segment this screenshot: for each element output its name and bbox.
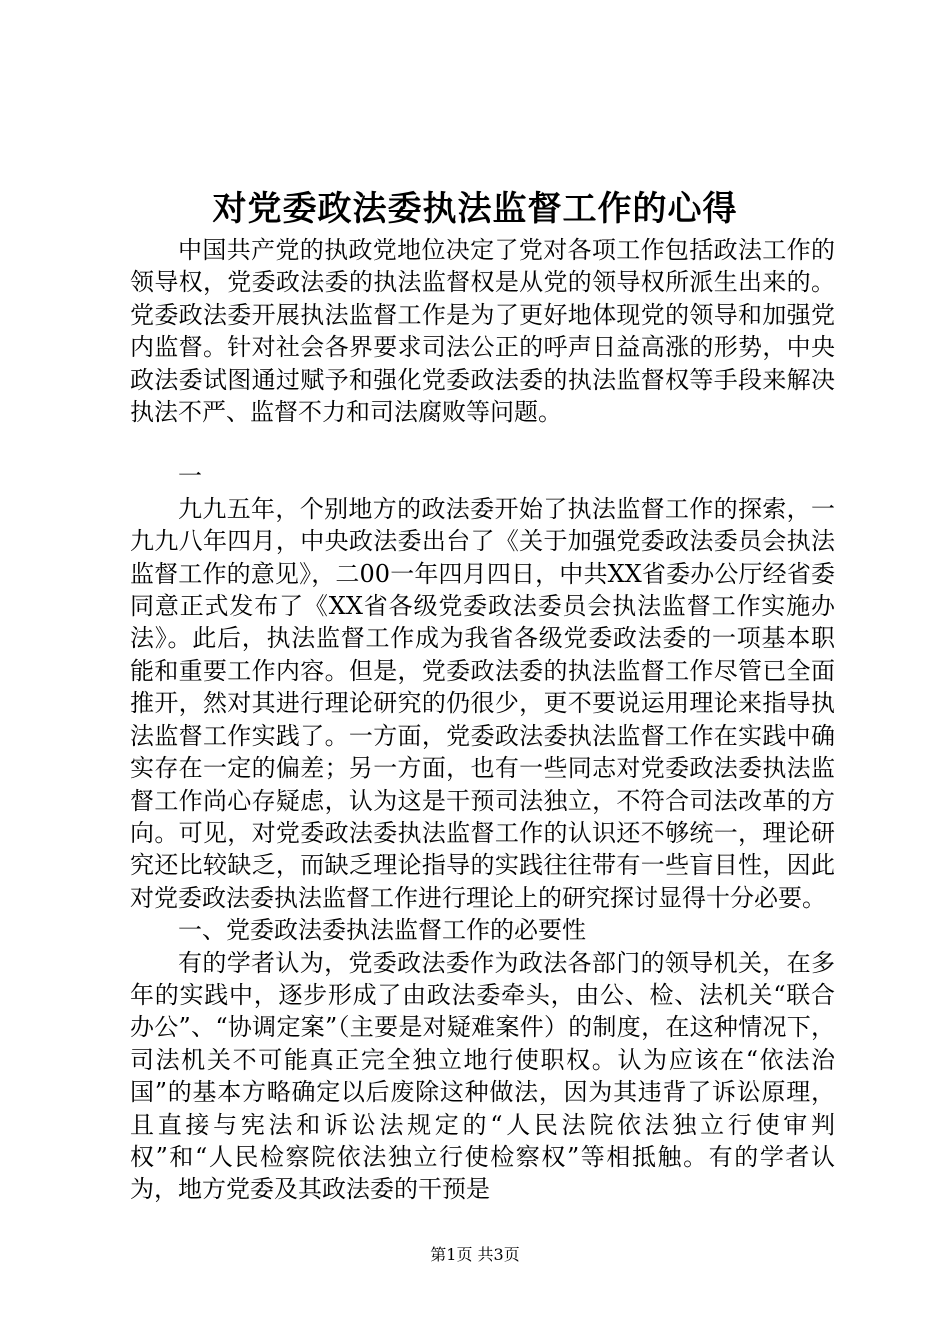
paragraph-heading-one: 一 [178, 462, 202, 491]
section-heading-necessity: 一、党委政法委执法监督工作的必要性 [178, 916, 586, 945]
page-number-footer: 第1页 共3页 [430, 1245, 520, 1264]
document-title: 对党委政法委执法监督工作的心得 [212, 189, 738, 229]
document-body [130, 234, 835, 1206]
paragraph-history: 九九五年，个别地方的政法委开始了执法监督工作的探索，一九九八年四月，中央政法委出台了《关于加强党委政法委员会执法监督工作的意见》，二00一年四月四日，中共XX省委办公厅经省委同意正式发布了《XX省各级党委政法委员会执法监督工作实施办法》。此后，执法监督工作成为我省各级党委政法委的一项基本职能和重要工作内容。但是，党委政法委的执法监督工作尽管已全面推开，然对其进行理论研究的仍很少，更不要说运用理论来指导执法监督工作实践了。一方面，党委政法委执法监督工作在实践中确实存在一定的偏差；另一方面，也有一些同志对党委政法委执法监督工作尚心存疑虑，认为这是干预司法独立，不符合司法改革的方向。可见，对党委政法委执法监督工作的认识还不够统一，理论研究还比较缺乏，而缺乏理论指导的实践往往带有一些盲目性，因此对党委政法委执法监督工作进行理论上的研究探讨显得十分必要。 [130, 494, 835, 912]
paragraph-scholars: 有的学者认为，党委政法委作为政法各部门的领导机关，在多年的实践中，逐步形成了由政法委牵头，由公、检、法机关“联合办公”、“协调定案”（主要是对疑难案件）的制度，在这种情况下，司法机关不可能真正完全独立地行使职权。认为应该在“依法治国”的基本方略确定以后废除这种做法，因为其违背了诉讼原理，且直接与宪法和诉讼法规定的“人民法院依法独立行使审判权”和“人民检察院依法独立行使检察权”等相抵触。有的学者认为，地方党委及其政法委的干预是 [130, 948, 835, 1204]
paragraph-intro: 中国共产党的执政党地位决定了党对各项工作包括政法工作的领导权，党委政法委的执法监督权是从党的领导权所派生出来的。党委政法委开展执法监督工作是为了更好地体现党的领导和加强党内监督。针对社会各界要求司法公正的呼声日益高涨的形势，中央政法委试图通过赋予和强化党委政法委的执法监督权等手段来解决执法不严、监督不力和司法腐败等问题。 [130, 236, 835, 427]
